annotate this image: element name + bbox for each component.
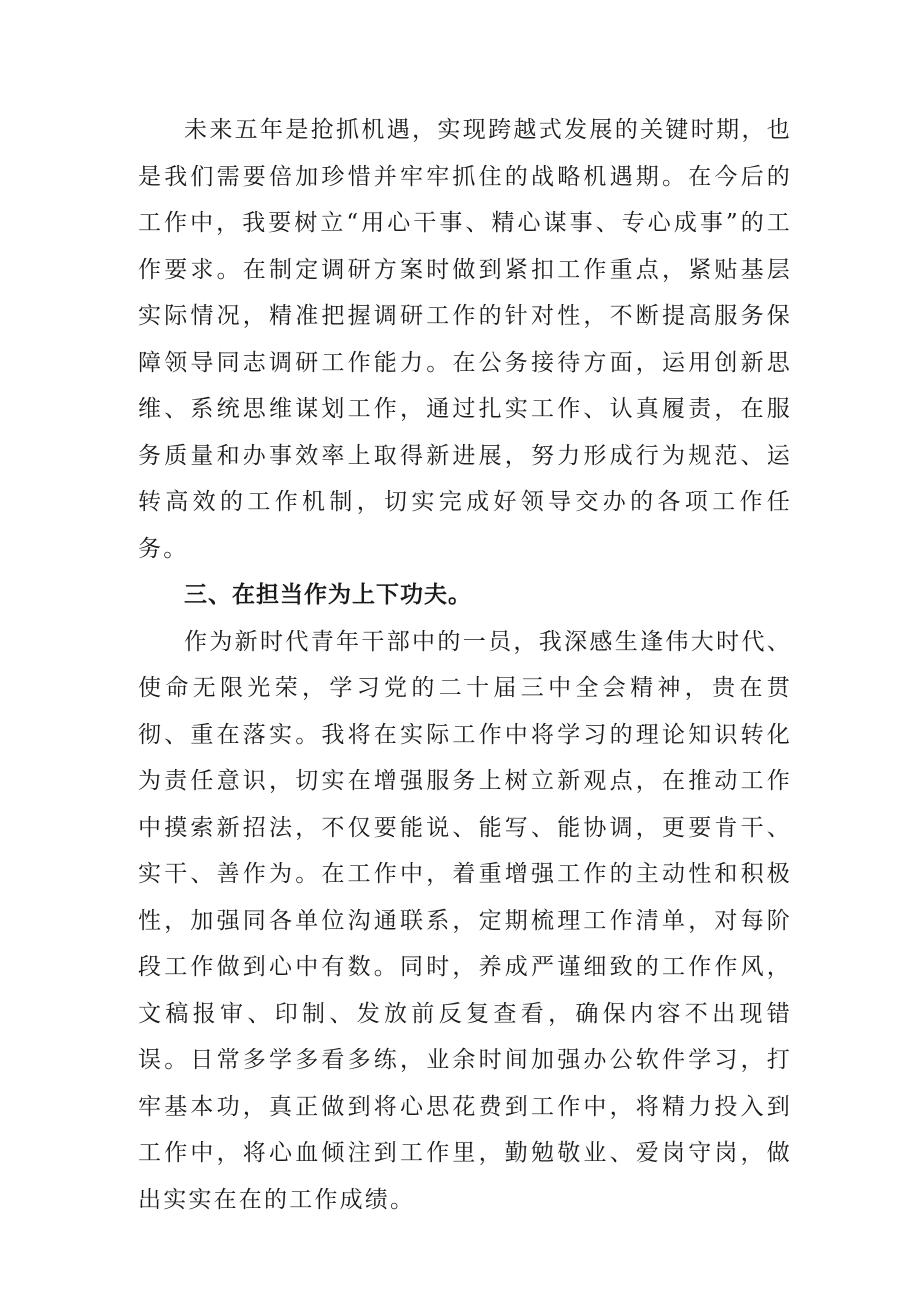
paragraph-opportunity-period: 未来五年是抢抓机遇，实现跨越式发展的关键时期，也是我们需要倍加珍惜并牢牢抓住的战略机遇期。在今后的工作中，我要树立“用心干事、精心谋事、专心成事”的工作要求。在制定调研方案时做到紧扣工作重点，紧贴基层实际情况，精准把握调研工作的针对性，不断提高服务保障领导同志调研工作能力。在公务接待方面，运用创新思维、系统思维谋划工作，通过扎实工作、认真履责，在服务质量和办事效率上取得新进展，努力形成行为规范、运转高效的工作机制，切实完成好领导交办的各项工作任务。: [138, 117, 792, 562]
document-body: [138, 107, 792, 1223]
paragraph-responsibility: 作为新时代青年干部中的一员，我深感生逢伟大时代、使命无限光荣，学习党的二十届三中全会精神，贵在贯彻、重在落实。我将在实际工作中将学习的理论知识转化为责任意识，切实在增强服务上树立新观点，在推动工作中摸索新招法，不仅要能说、能写、能协调，更要肯干、实干、善作为。在工作中，着重增强工作的主动性和积极性，加强同各单位沟通联系，定期梳理工作清单，对每阶段工作做到心中有数。同时，养成严谨细致的工作作风，文稿报审、印制、发放前反复查看，确保内容不出现错误。日常多学多看多练，业余时间加强办公软件学习，打牢基本功，真正做到将心思花费到工作中，将精力投入到工作中，将心血倾注到工作里，勤勉敬业、爱岗守岗，做出实实在在的工作成绩。: [138, 628, 792, 1213]
section-heading-3: 三、在担当作为上下功夫。: [184, 582, 472, 608]
